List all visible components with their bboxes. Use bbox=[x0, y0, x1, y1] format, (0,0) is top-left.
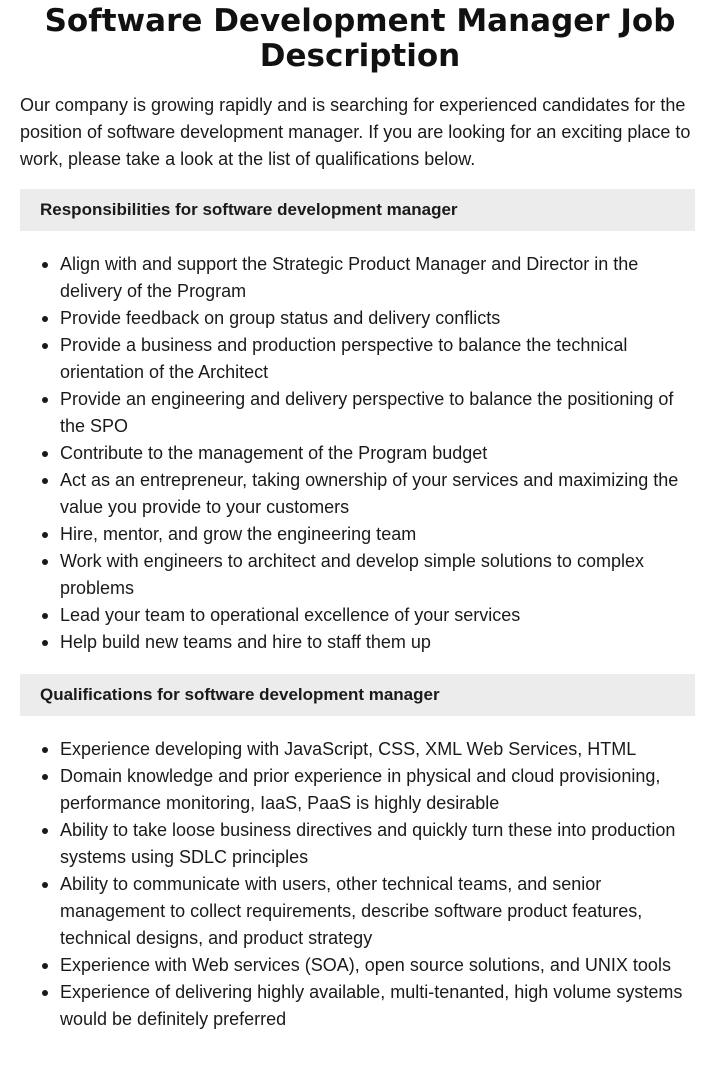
list-item: Experience developing with JavaScript, CSS, XML Web Services, HTML bbox=[60, 736, 700, 763]
list-item: Experience of delivering highly available, multi-tenanted, high volume systems would be definitely preferred bbox=[60, 979, 700, 1033]
list-item: Ability to take loose business directives and quickly turn these into production systems using SDLC principles bbox=[60, 817, 700, 871]
list-item: Experience with Web services (SOA), open source solutions, and UNIX tools bbox=[60, 952, 700, 979]
list-item: Work with engineers to architect and develop simple solutions to complex problems bbox=[60, 548, 700, 602]
list-item: Provide feedback on group status and delivery conflicts bbox=[60, 305, 700, 332]
list-item: Help build new teams and hire to staff them up bbox=[60, 629, 700, 656]
responsibilities-header bbox=[20, 189, 695, 231]
page-title: Software Development Manager Job Description bbox=[44, 3, 676, 74]
list-item: Lead your team to operational excellence of your services bbox=[60, 602, 700, 629]
list-item: Provide an engineering and delivery perspective to balance the positioning of the SPO bbox=[60, 386, 700, 440]
list-item: Contribute to the management of the Program budget bbox=[60, 440, 700, 467]
qualifications-list bbox=[20, 736, 700, 1033]
list-item: Ability to communicate with users, other technical teams, and senior management to collect requirements, describe software product features, technical designs, and product strategy bbox=[60, 871, 700, 952]
list-item: Align with and support the Strategic Product Manager and Director in the delivery of the Program bbox=[60, 251, 700, 305]
list-item: Domain knowledge and prior experience in physical and cloud provisioning, performance monitoring, IaaS, PaaS is highly desirable bbox=[60, 763, 700, 817]
list-item: Provide a business and production perspective to balance the technical orientation of the Architect bbox=[60, 332, 700, 386]
intro-paragraph: Our company is growing rapidly and is searching for experienced candidates for the position of software development manager. If you are looking for an exciting place to work, please take a look at the list of qualifications below. bbox=[20, 95, 691, 169]
list-item: Act as an entrepreneur, taking ownership of your services and maximizing the value you provide to your customers bbox=[60, 467, 700, 521]
list-item: Hire, mentor, and grow the engineering team bbox=[60, 521, 700, 548]
qualifications-header bbox=[20, 674, 695, 716]
responsibilities-list bbox=[20, 251, 700, 656]
qualifications-heading: Qualifications for software development manager bbox=[40, 685, 440, 704]
responsibilities-heading: Responsibilities for software development manager bbox=[40, 200, 458, 219]
